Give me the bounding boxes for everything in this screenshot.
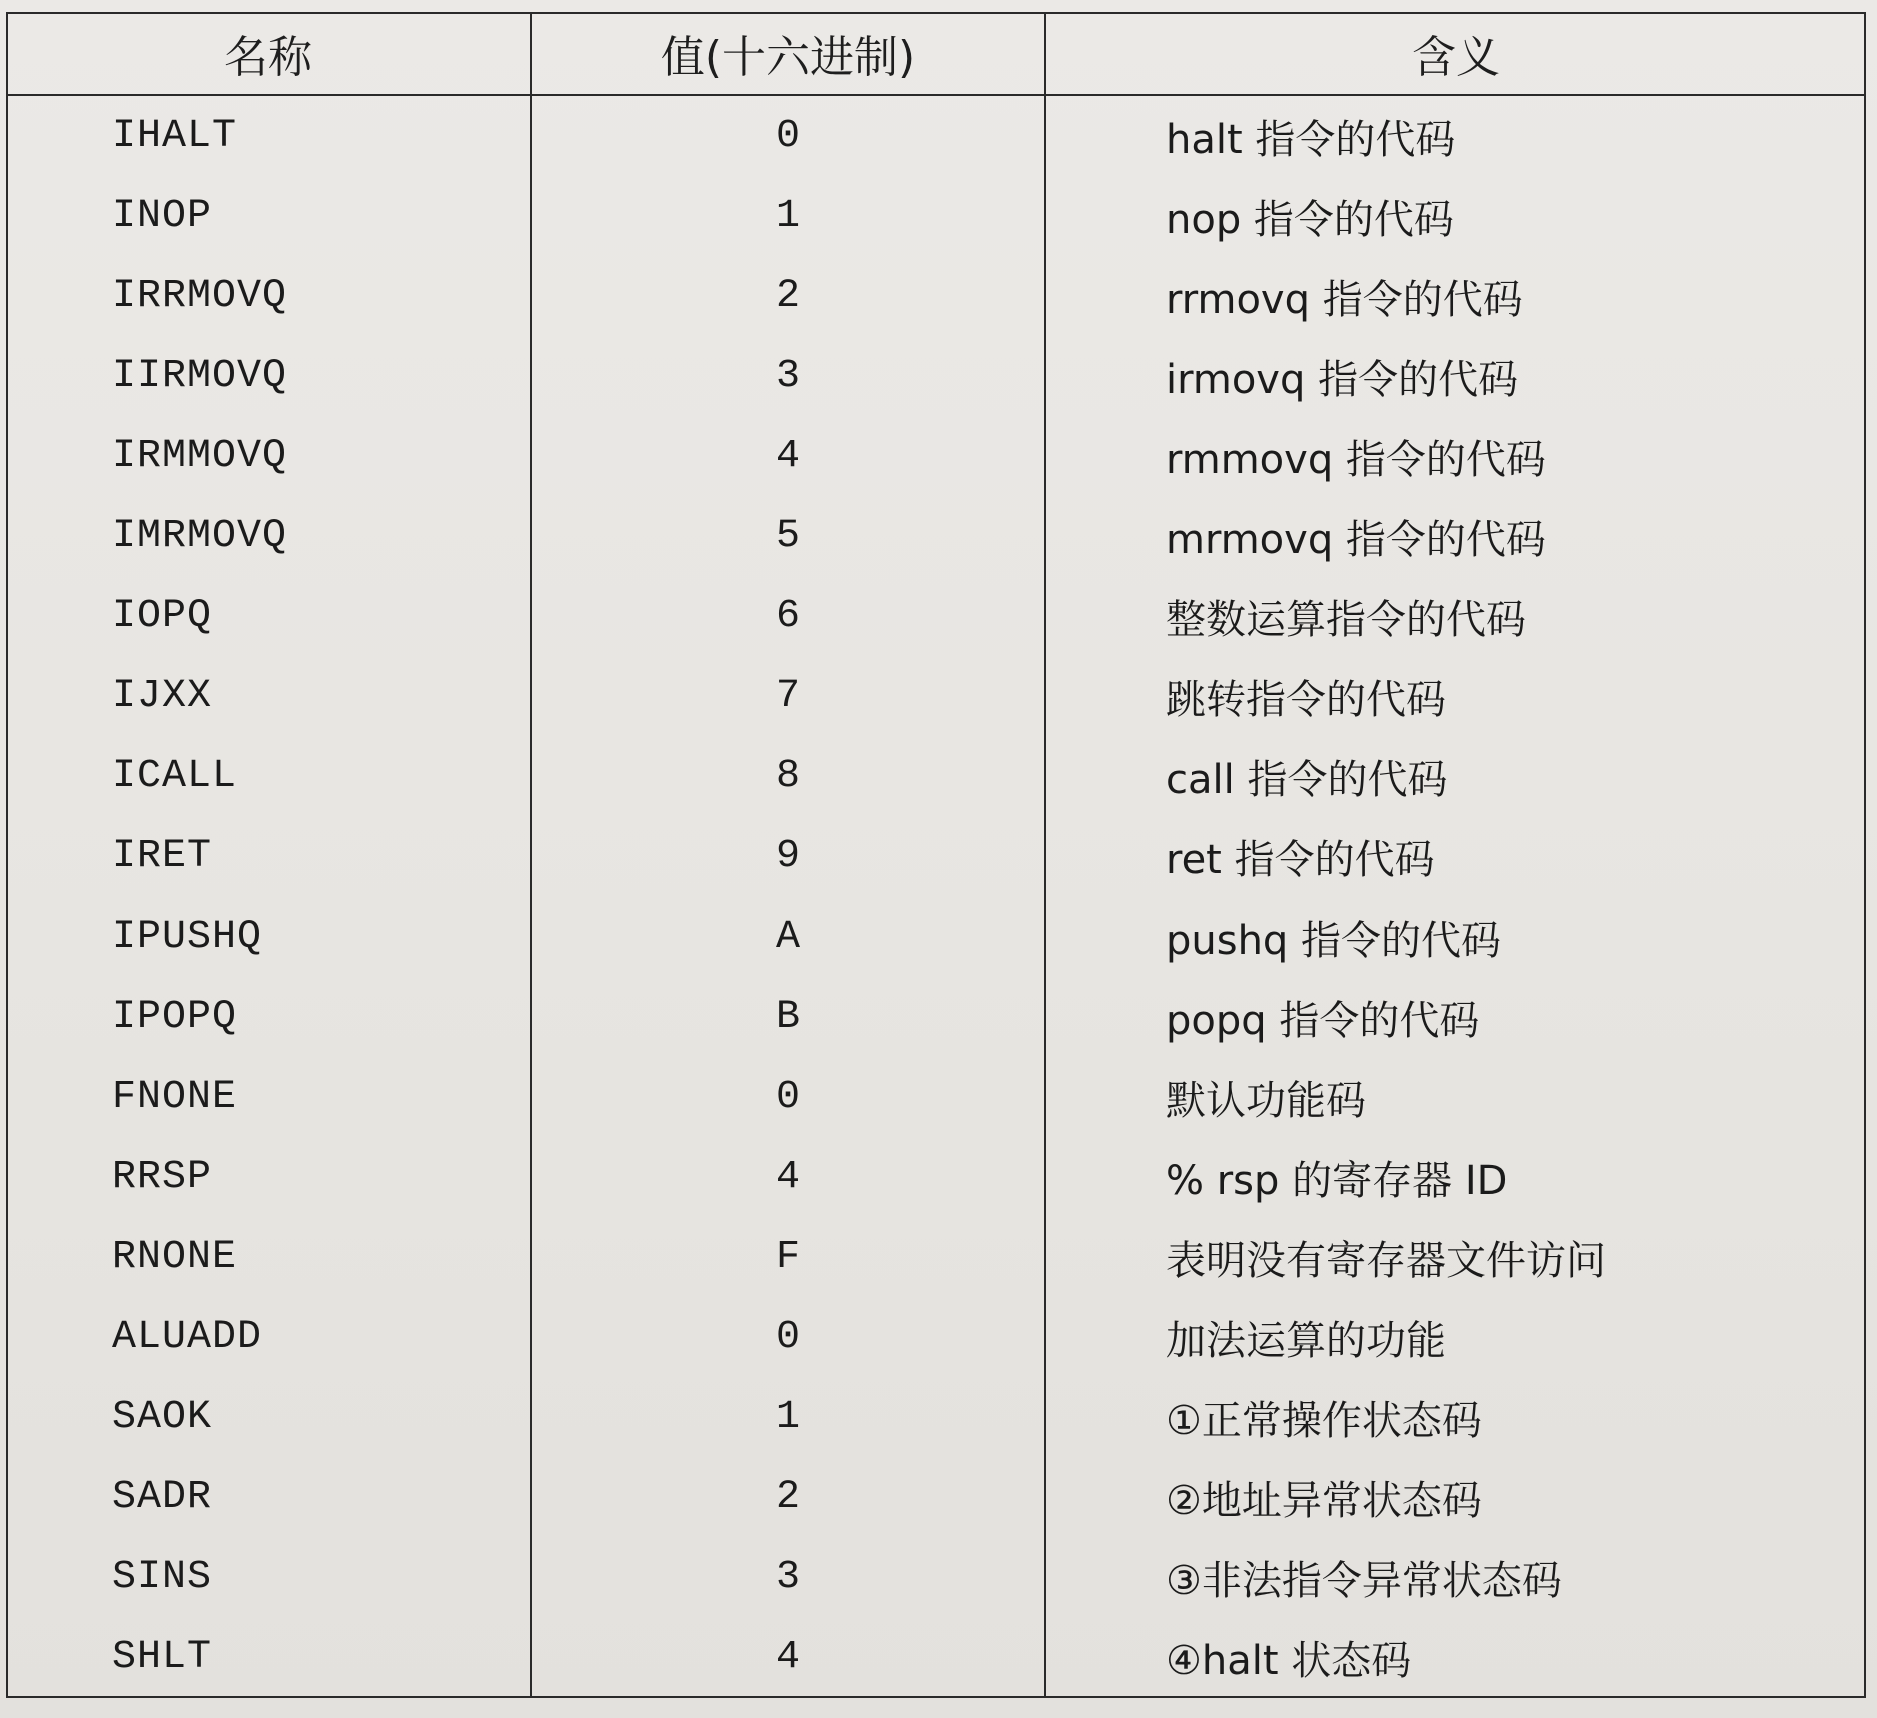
name-cell: IRMMOVQ (112, 434, 288, 480)
table-row (6, 657, 1866, 737)
name-cell: SHLT (112, 1635, 213, 1681)
name-cell: IPOPQ (112, 994, 238, 1040)
value-cell: 2 (775, 1475, 800, 1521)
value-cell: 3 (775, 353, 800, 399)
name-cell: IHALT (112, 113, 238, 159)
value-cell: F (775, 1234, 800, 1280)
table-row (6, 977, 1866, 1057)
value-cell: 1 (775, 193, 800, 239)
meaning-cell: 表明没有寄存器文件访问 (1166, 1237, 1606, 1284)
meaning-cell: mrmovq 指令的代码 (1166, 517, 1546, 564)
name-cell: IRRMOVQ (112, 273, 288, 319)
value-cell: 4 (775, 1154, 800, 1200)
table-header-row (6, 12, 1866, 95)
name-cell: IPUSHQ (112, 914, 263, 960)
meaning-cell: ②地址异常状态码 (1166, 1478, 1482, 1525)
name-cell: INOP (112, 193, 213, 239)
name-cell: RRSP (112, 1154, 213, 1200)
header-value: 值(十六进制) (530, 12, 1046, 95)
table-row (6, 176, 1866, 256)
value-cell: 2 (775, 273, 800, 319)
name-cell: IOPQ (112, 594, 213, 640)
meaning-cell: ③非法指令异常状态码 (1166, 1558, 1562, 1605)
name-cell: SADR (112, 1475, 213, 1521)
table-row (6, 1538, 1866, 1618)
value-cell: 5 (775, 514, 800, 560)
value-cell: 0 (775, 1074, 800, 1120)
meaning-cell: ①正常操作状态码 (1166, 1398, 1482, 1445)
meaning-cell: pushq 指令的代码 (1166, 917, 1502, 964)
table-row (6, 1298, 1866, 1378)
value-cell: 0 (775, 113, 800, 159)
table-row (6, 497, 1866, 577)
value-cell: 4 (775, 1635, 800, 1681)
name-cell: ICALL (112, 754, 238, 800)
name-cell: IIRMOVQ (112, 353, 288, 399)
value-cell: 1 (775, 1395, 800, 1441)
meaning-cell: 跳转指令的代码 (1166, 677, 1446, 724)
name-cell: SAOK (112, 1395, 213, 1441)
meaning-cell: rrmovq 指令的代码 (1166, 276, 1523, 323)
meaning-cell: 加法运算的功能 (1166, 1318, 1446, 1365)
meaning-cell: halt 指令的代码 (1166, 116, 1456, 163)
table-row (6, 1217, 1866, 1297)
value-cell: 6 (775, 594, 800, 640)
meaning-cell: ④halt 状态码 (1166, 1638, 1412, 1685)
table-row (6, 897, 1866, 977)
name-cell: FNONE (112, 1074, 238, 1120)
meaning-cell: popq 指令的代码 (1166, 997, 1480, 1044)
table-row (6, 577, 1866, 657)
table-row (6, 1618, 1866, 1698)
name-cell: RNONE (112, 1234, 238, 1280)
value-cell: 3 (775, 1555, 800, 1601)
name-cell: SINS (112, 1555, 213, 1601)
meaning-cell: ret 指令的代码 (1166, 837, 1435, 884)
table-row (6, 817, 1866, 897)
constants-table (6, 12, 1866, 1698)
value-cell: 7 (775, 674, 800, 720)
value-cell: A (775, 914, 800, 960)
value-cell: 0 (775, 1315, 800, 1361)
table-row (6, 1057, 1866, 1137)
table-row (6, 336, 1866, 416)
value-cell: 8 (775, 754, 800, 800)
table-row (6, 95, 1866, 176)
meaning-cell: 默认功能码 (1166, 1077, 1366, 1124)
table-row (6, 416, 1866, 496)
value-cell: B (775, 994, 800, 1040)
value-cell: 4 (775, 434, 800, 480)
meaning-cell: rmmovq 指令的代码 (1166, 437, 1546, 484)
name-cell: IRET (112, 834, 213, 880)
header-name: 名称 (6, 12, 530, 95)
meaning-cell: % rsp 的寄存器 ID (1166, 1157, 1508, 1204)
table-row (6, 1137, 1866, 1217)
name-cell: IJXX (112, 674, 213, 720)
table-row (6, 256, 1866, 336)
name-cell: ALUADD (112, 1315, 263, 1361)
meaning-cell: 整数运算指令的代码 (1166, 597, 1526, 644)
name-cell: IMRMOVQ (112, 514, 288, 560)
meaning-cell: nop 指令的代码 (1166, 196, 1454, 243)
value-cell: 9 (775, 834, 800, 880)
meaning-cell: call 指令的代码 (1166, 757, 1448, 804)
table-row (6, 737, 1866, 817)
table-row (6, 1378, 1866, 1458)
meaning-cell: irmovq 指令的代码 (1166, 356, 1519, 403)
header-meaning: 含义 (1046, 12, 1866, 95)
table-row (6, 1458, 1866, 1538)
